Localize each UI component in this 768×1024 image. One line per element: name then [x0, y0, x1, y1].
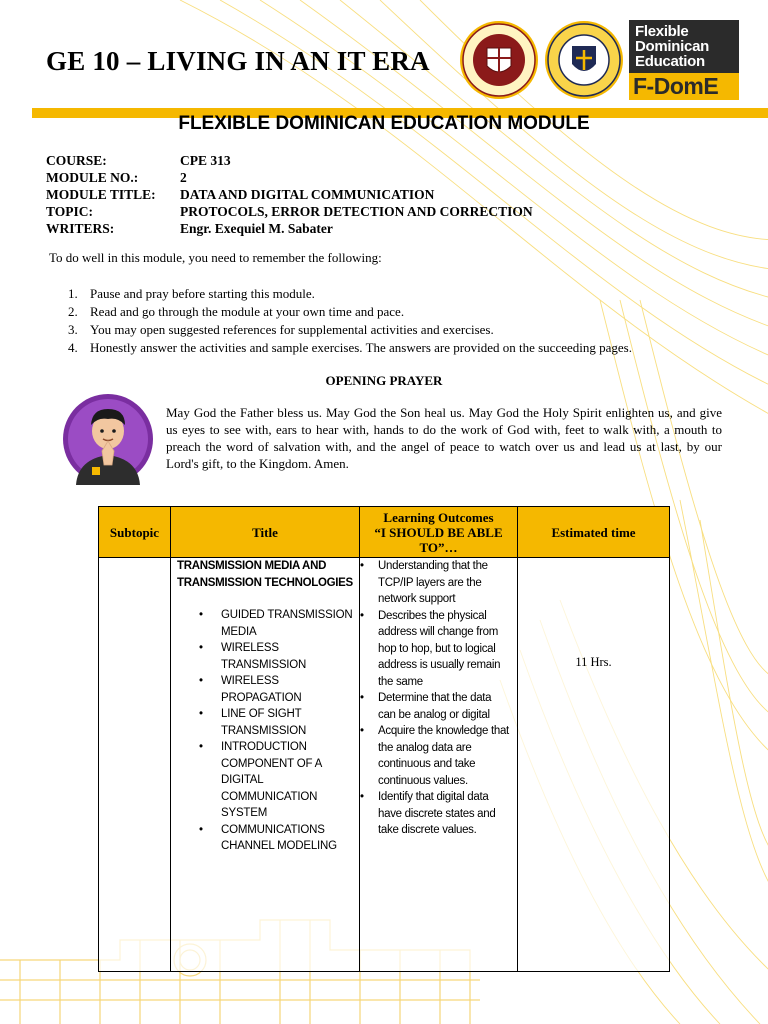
- list-text: Pause and pray before starting this module.: [90, 286, 315, 301]
- header-subtopic: Subtopic: [99, 507, 171, 558]
- fdome-line2: Dominican: [635, 38, 709, 55]
- meta-value: 2: [180, 170, 187, 185]
- list-number: 4.: [68, 340, 78, 355]
- list-item: • COMMUNICATIONS CHANNEL MODELING: [177, 822, 353, 855]
- list-text: Read and go through the module at your own time and pace.: [90, 304, 405, 319]
- course-title: GE 10 – LIVING IN AN IT ERA: [46, 46, 430, 76]
- intro-text: To do well in this module, you need to remember the following:: [49, 250, 382, 265]
- header-logos: [459, 18, 741, 102]
- list-number: 2.: [68, 304, 78, 319]
- praying-avatar-icon: [62, 393, 154, 485]
- meta-row: [46, 152, 533, 169]
- list-item: • Understanding that the TCP/IP layers are the network support: [332, 558, 511, 608]
- list-item: • WIRELESS PROPAGATION: [177, 673, 353, 706]
- meta-row: [46, 186, 533, 203]
- meta-label: MODULE TITLE:: [46, 187, 156, 202]
- list-item: • Describes the physical address will change from hop to hop, but to logical address is usually remain the same: [332, 608, 511, 691]
- list-item: [68, 339, 632, 357]
- meta-label: MODULE NO.:: [46, 170, 139, 185]
- list-item: [68, 285, 632, 303]
- fdome-brand: F-DomE: [629, 73, 739, 100]
- university-seal-icon: [544, 20, 624, 100]
- meta-value: CPE 313: [180, 153, 231, 168]
- learning-outcomes-table: [98, 506, 670, 972]
- outcome-items: [332, 558, 511, 839]
- list-item: • Determine that the data can be analog or digital: [332, 690, 511, 723]
- prayer-text: May God the Father bless us. May God the Son heal us. May God the Holy Spirit enlighten us, and give us eyes to see with, ears to hear with, hands to do the work of God with, feet to walk with, a mouth to preach the word of salvation with, and the angel of peace to watch over us and lead us at last, by our Lord's gift, to the Kingdom. Amen.: [166, 405, 722, 471]
- header-title: Title: [171, 507, 360, 558]
- header-estimated-time: Estimated time: [518, 507, 670, 558]
- list-item: • INTRODUCTION COMPONENT OF A DIGITAL COMMUNICATION SYSTEM: [177, 739, 353, 822]
- meta-row: [46, 220, 533, 237]
- header-outcomes-line2: “I SHOULD BE ABLE TO”…: [374, 524, 503, 555]
- meta-label: TOPIC:: [46, 204, 94, 219]
- list-item: [68, 303, 632, 321]
- module-heading: FLEXIBLE DOMINICAN EDUCATION MODULE: [178, 113, 590, 134]
- meta-row: [46, 203, 533, 220]
- list-number: 3.: [68, 322, 78, 337]
- title-heading: TRANSMISSION MEDIA AND TRANSMISSION TECHNOLOGIES: [177, 560, 353, 589]
- list-item: • LINE OF SIGHT TRANSMISSION: [177, 706, 353, 739]
- list-item: • Acquire the knowledge that the analog data are continuous and take continuous values.: [332, 723, 511, 789]
- estimated-time-value: 11 Hrs.: [575, 655, 612, 669]
- meta-label: COURSE:: [46, 153, 107, 168]
- header-learning-outcomes: [360, 507, 518, 558]
- meta-label: WRITERS:: [46, 221, 115, 236]
- header-outcomes-line1: Learning Outcomes: [383, 509, 494, 525]
- engineering-college-seal-icon: [459, 20, 539, 100]
- cell-outcomes: [360, 558, 518, 972]
- fdome-line1: Flexible: [635, 23, 689, 40]
- list-item: [68, 321, 632, 339]
- list-item: • GUIDED TRANSMISSION MEDIA: [177, 607, 353, 640]
- table-header-row: [99, 507, 670, 558]
- list-number: 1.: [68, 286, 78, 301]
- list-text: Honestly answer the activities and sample exercises. The answers are provided on the succeeding pages.: [90, 340, 632, 355]
- list-item: • WIRELESS TRANSMISSION: [177, 640, 353, 673]
- fdome-logo: [629, 20, 739, 100]
- fdome-line3: Education: [635, 53, 705, 70]
- meta-row: [46, 169, 533, 186]
- title-items: [177, 607, 353, 855]
- prayer-heading: OPENING PRAYER: [325, 373, 443, 388]
- rules-list: [68, 285, 632, 357]
- cell-subtopic: [99, 558, 171, 972]
- meta-value: PROTOCOLS, ERROR DETECTION AND CORRECTION: [180, 204, 533, 219]
- list-item: • Identify that digital data have discrete states and take discrete values.: [332, 789, 511, 839]
- table-row: [99, 558, 670, 972]
- meta-value: DATA AND DIGITAL COMMUNICATION: [180, 187, 435, 202]
- list-text: You may open suggested references for supplemental activities and exercises.: [90, 322, 494, 337]
- module-meta: [46, 152, 533, 237]
- cell-estimated-time: [518, 558, 670, 972]
- meta-value: Engr. Exequiel M. Sabater: [180, 221, 333, 236]
